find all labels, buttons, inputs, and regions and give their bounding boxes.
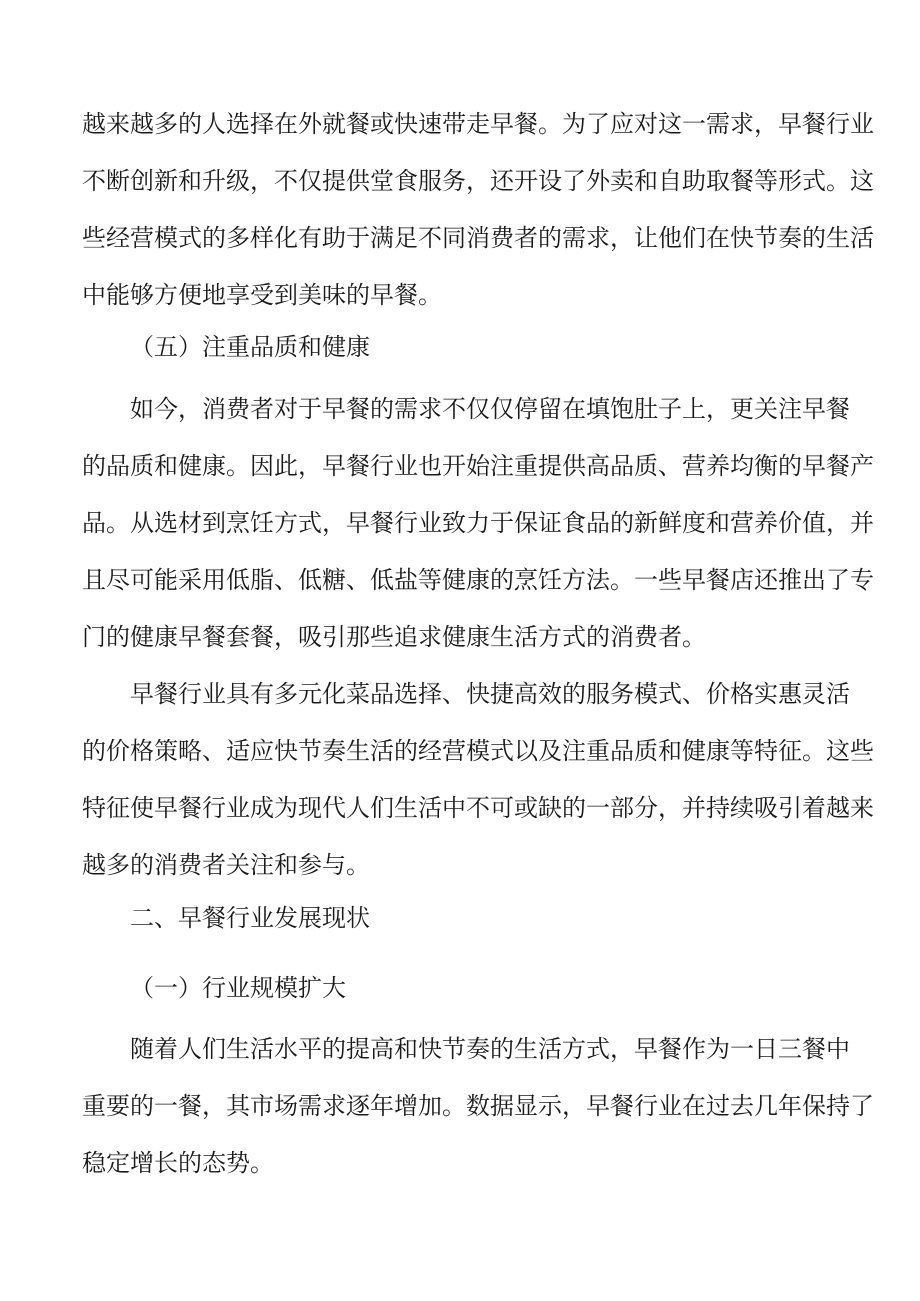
paragraph-line: 随着人们生活水平的提高和快节奏的生活方式，早餐作为一日三餐中 — [130, 1035, 850, 1063]
paragraph-line: 如今，消费者对于早餐的需求不仅仅停留在填饱肚子上，更关注早餐 — [130, 395, 850, 423]
paragraph-line: 早餐行业具有多元化菜品选择、快捷高效的服务模式、价格实惠灵活 — [130, 680, 850, 708]
paragraph-intro — [82, 96, 874, 324]
subsection-heading: （一）行业规模扩大 — [130, 974, 346, 1002]
paragraph-line: 品。从选材到烹饪方式，早餐行业致力于保证食品的新鲜度和营养价值，并 — [82, 509, 874, 537]
subsection-heading: （五）注重品质和健康 — [130, 333, 370, 361]
paragraph-line: 越来越多的人选择在外就餐或快速带走早餐。为了应对这一需求，早餐行业 — [82, 110, 874, 138]
paragraph-line: 越多的消费者关注和参与。 — [82, 851, 370, 879]
paragraph-line: 重要的一餐，其市场需求逐年增加。数据显示，早餐行业在过去几年保持了 — [82, 1092, 874, 1120]
paragraph-summary — [82, 666, 874, 894]
paragraph-line: 的价格策略、适应快节奏生活的经营模式以及注重品质和健康等特征。这些 — [82, 737, 874, 765]
paragraph-quality — [82, 381, 874, 666]
paragraph-line: 些经营模式的多样化有助于满足不同消费者的需求，让他们在快节奏的生活 — [82, 224, 874, 252]
paragraph-line: 且尽可能采用低脂、低糖、低盐等健康的烹饪方法。一些早餐店还推出了专 — [82, 566, 874, 594]
paragraph-line: 门的健康早餐套餐，吸引那些追求健康生活方式的消费者。 — [82, 623, 706, 651]
paragraph-line: 稳定增长的态势。 — [82, 1149, 274, 1177]
section-heading: 二、早餐行业发展现状 — [130, 904, 370, 932]
paragraph-line: 不断创新和升级，不仅提供堂食服务，还开设了外卖和自助取餐等形式。这 — [82, 167, 874, 195]
paragraph-scale — [82, 1021, 874, 1192]
paragraph-line: 特征使早餐行业成为现代人们生活中不可或缺的一部分，并持续吸引着越来 — [82, 794, 874, 822]
paragraph-line: 的品质和健康。因此，早餐行业也开始注重提供高品质、营养均衡的早餐产 — [82, 452, 874, 480]
paragraph-line: 中能够方便地享受到美味的早餐。 — [82, 281, 442, 309]
